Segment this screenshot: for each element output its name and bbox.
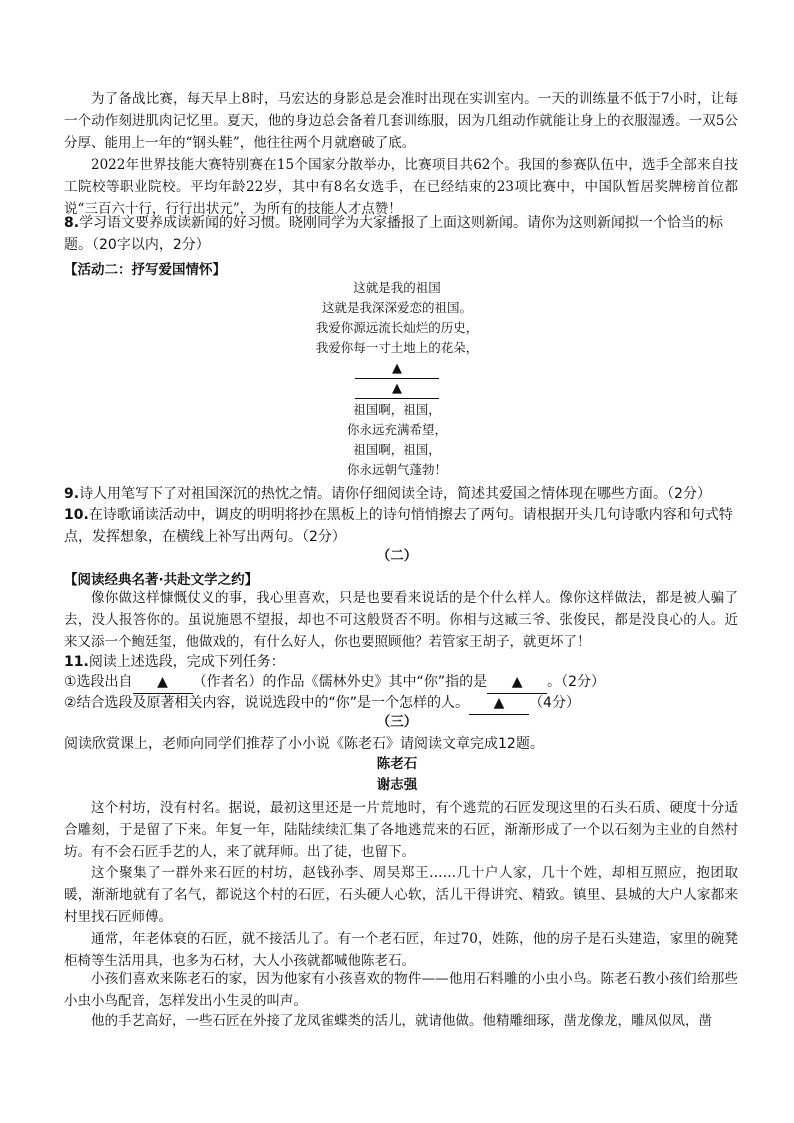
poem-line-4: 我爱你每一寸土地上的花朵， xyxy=(315,340,479,355)
question-11-task-1 xyxy=(64,671,744,694)
question-10-text: 在诗歌诵读活动中，调皮的明明将抄在黑板上的诗句悄悄擦去了两句。请根据开头几句诗歌内容和句式特点，发挥想象，在横线上补写出两句。（2分） xyxy=(64,507,733,545)
classic-passage: 像你做这样慷慨仗义的事，我心里喜欢，只是也要看来说话的是个什么样人。像你这样做法，都是被人骗了去，没人报答你的。虽说施恩不望报，却也不可这般贤否不明。你相与这臧三爷、张俊民，都是没良心的人。近来又添一个鲍廷玺，他做戏的，有什么好人，你也要照顾他？若管家王胡子，就更坏了！ xyxy=(64,590,738,650)
task-1-prefix: ①选段出自 xyxy=(64,674,133,690)
question-9 xyxy=(64,483,744,505)
task-2-prefix: ②结合选段及原著相关内容，说说选段中的“你”是一个怎样的人。 xyxy=(64,695,470,711)
blank-marker: ▲ xyxy=(157,674,168,690)
section-3-title: （三） xyxy=(376,714,418,730)
blank-marker: ▲ xyxy=(392,361,402,376)
poem-line-2: 这就是我深深爱恋的祖国。 xyxy=(321,300,472,315)
story-title: 陈老石 xyxy=(376,756,418,772)
poem-blank-2[interactable] xyxy=(0,378,794,399)
activity-2-title: 【活动二：抒写爱国情怀】 xyxy=(64,262,226,278)
story-paragraph-1: 这个村坊，没有村名。据说，最初这里还是一片荒地时，有个逃荒的石匠发现这里的石头石质、硬度十分适合雕刻，于是留了下来。年复一年，陆陆续续汇集了各地逃荒来的石匠，渐渐形成了一个以石刻为主业的自然村坊。有不会石匠手艺的人，来了就拜师。出了徒，也留下。 xyxy=(64,800,738,860)
blank-marker: ▲ xyxy=(511,674,523,690)
poem-line-6: 你永远充满希望， xyxy=(346,422,447,437)
task-1-suffix: 。（2分） xyxy=(547,674,605,690)
story-paragraph-4: 小孩们喜欢来陈老石的家，因为他家有小孩喜欢的物件——他用石料雕的小虫小鸟。陈老石教小孩们给那些小虫小鸟配音，怎样发出小生灵的叫声。 xyxy=(64,971,738,1009)
story-paragraph-2: 这个聚集了一群外来石匠的村坊，赵钱孙李、周吴郑王……几十户人家，几十个姓，却相互照应，抱团取暖，渐渐地就有了名气，都说这个村的石匠，石头硬人心软，活儿干得讲究、精致。镇里、县城的大户人家都来村里找石匠师傅。 xyxy=(64,865,738,925)
question-11-text: 阅读上述选段，完成下列任务： xyxy=(88,654,285,670)
question-11-number: 11. xyxy=(64,654,89,670)
news-paragraph-1: 为了备战比赛，每天早上8时，马宏达的身影总是会准时出现在实训室内。一天的训练量不低于7小时，让每一个动作刻进肌肉记忆里。夏天，他的身边总会备着几套训练服，因为几组动作就能让身上的衣服湿透。一双5公分厚、能用上一年的“钢头鞋”，他往往两个月就磨破了底。 xyxy=(64,91,738,151)
question-9-number: 9. xyxy=(64,486,80,502)
story-author: 谢志强 xyxy=(376,777,418,793)
question-8-number: 8. xyxy=(64,215,80,231)
task-1-middle: （作者名）的作品《儒林外史》其中“你”指的是 xyxy=(192,674,488,690)
poem-line-1: 这就是我的祖国 xyxy=(353,280,441,295)
blank-marker: ▲ xyxy=(392,381,402,396)
news-paragraph-2: 2022年世界技能大赛特别赛在15个国家分散举办，比赛项目共62个。我国的参赛队伍中，选手全部来自技工院校等职业院校。平均年龄22岁，其中有8名女选手，在已经结束的23项比赛中，中国队暂居奖牌榜首位都说“三百六十行，行行出状元”，为所有的技能人才点赞！ xyxy=(64,157,738,217)
question-10-number: 10. xyxy=(64,507,89,523)
you-blank[interactable] xyxy=(487,671,547,694)
task-2-suffix: （4分） xyxy=(529,695,580,711)
question-11 xyxy=(64,651,744,673)
poem-blank-1[interactable] xyxy=(0,358,794,379)
blank-marker: ▲ xyxy=(493,695,505,711)
question-8-text: 学习语文要养成读新闻的好习惯。晓刚同学为大家播报了上面这则新闻。请你为这则新闻拟一个恰当的标题。（20字以内，2分） xyxy=(64,215,724,253)
question-9-text: 诗人用笔写下了对祖国深沉的热忱之情。请你仔细阅读全诗，简述其爱国之情体现在哪些方面。（2分） xyxy=(79,486,711,502)
classic-title: 【阅读经典名著·共赴文学之约】 xyxy=(64,572,259,588)
author-blank[interactable] xyxy=(133,671,193,694)
poem-line-3: 我爱你源远流长灿烂的历史， xyxy=(315,320,479,335)
poem-line-5: 祖国啊，祖国， xyxy=(353,402,441,417)
poem-line-7: 祖国啊，祖国， xyxy=(353,442,441,457)
story-paragraph-5: 他的手艺高好，一些石匠在外接了龙凤雀蝶类的活儿，就请他做。他精雕细琢，凿龙像龙，雕凤似凤，凿 xyxy=(91,1013,712,1029)
story-intro: 阅读欣赏课上，老师向同学们推荐了小小说《陈老石》请阅读文章完成12题。 xyxy=(64,736,544,752)
poem-line-8: 你永远朝气蓬勃！ xyxy=(346,462,447,477)
question-8 xyxy=(64,212,744,256)
question-10 xyxy=(64,504,744,548)
story-paragraph-3: 通常，年老体衰的石匠，就不接活儿了。有一个老石匠，年过70，姓陈，他的房子是石头建造，家里的碗凳柜椅等生活用具，也多为石材，大人小孩就都喊他陈老石。 xyxy=(64,931,738,969)
section-2-title: （二） xyxy=(376,548,418,564)
